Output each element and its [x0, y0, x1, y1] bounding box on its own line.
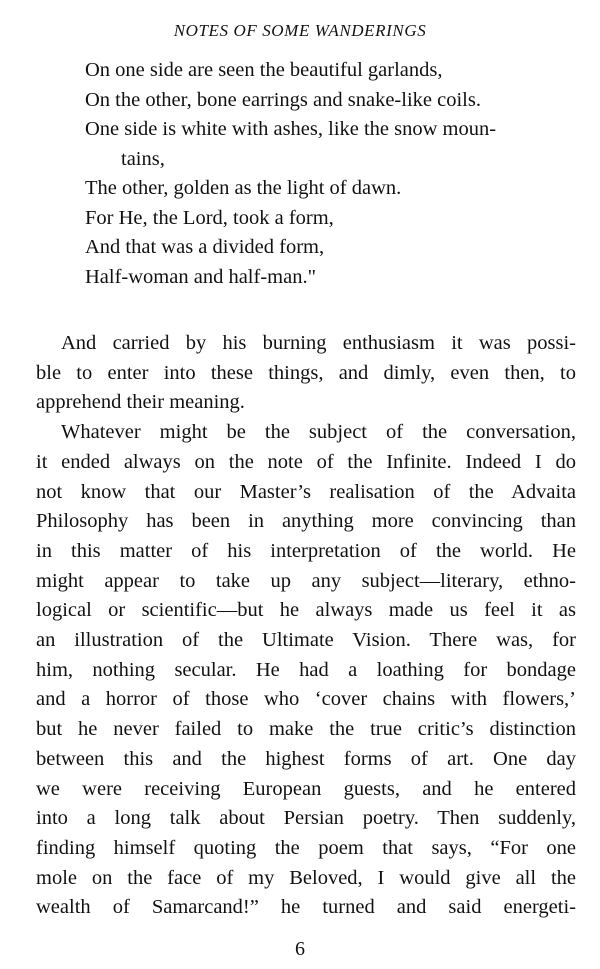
paragraph-2 — [36, 418, 576, 923]
verse-block — [85, 56, 585, 292]
text-line: logical or scientific—but he always made us feel it as — [36, 599, 576, 622]
text-line: we were receiving European guests, and he entered — [36, 777, 576, 800]
text-line: and a horror of those who ‘cover chains with flowers,’ — [36, 688, 576, 711]
page-number: 6 — [295, 938, 305, 960]
text-line: in this matter of his interpretation of the world. He — [36, 539, 576, 562]
text-line: wealth of Samarcand!” he turned and said energeti- — [36, 896, 576, 919]
text-line: Philosophy has been in anything more convincing than — [36, 510, 576, 533]
verse-line-continuation: tains, — [121, 147, 165, 170]
verse-line: For He, the Lord, took a form, — [85, 206, 334, 229]
text-line: finding himself quoting the poem that says, “For one — [36, 836, 576, 859]
text-line: might appear to take up any subject—literary, ethno- — [36, 569, 576, 592]
text-line: mole on the face of my Beloved, I would give all the — [36, 866, 576, 889]
verse-line: And that was a divided form, — [85, 236, 325, 258]
verse-line: The other, golden as the light of dawn. — [85, 177, 402, 199]
verse-line: On the other, bone earrings and snake-like coils. — [85, 88, 481, 111]
text-line: it ended always on the note of the Infinite. Indeed I do — [36, 450, 576, 473]
verse-line: Half-woman and half-man." — [85, 265, 316, 288]
text-line: but he never failed to make the true critic’s distinction — [36, 718, 576, 741]
running-head: NOTES OF SOME WANDERINGS — [173, 21, 427, 40]
verse-line: On one side are seen the beautiful garlands, — [85, 59, 443, 81]
text-line: Whatever might be the subject of the conversation, — [61, 421, 576, 444]
text-line: an illustration of the Ultimate Vision. There was, for — [36, 629, 576, 652]
text-line: into a long talk about Persian poetry. Then suddenly, — [36, 807, 576, 830]
body-text — [36, 329, 576, 923]
text-line: him, nothing secular. He had a loathing for bondage — [36, 658, 576, 681]
text-line: not know that our Master’s realisation of the Advaita — [36, 480, 576, 503]
verse-line: One side is white with ashes, like the snow moun- — [85, 118, 497, 140]
paragraph-1 — [36, 329, 576, 418]
text-line: apprehend their meaning. — [36, 391, 245, 414]
text-line: And carried by his burning enthusiasm it was possi- — [61, 332, 576, 354]
text-line: between this and the highest forms of art. One day — [36, 747, 576, 770]
text-line: ble to enter into these things, and dimly, even then, to — [36, 361, 576, 384]
